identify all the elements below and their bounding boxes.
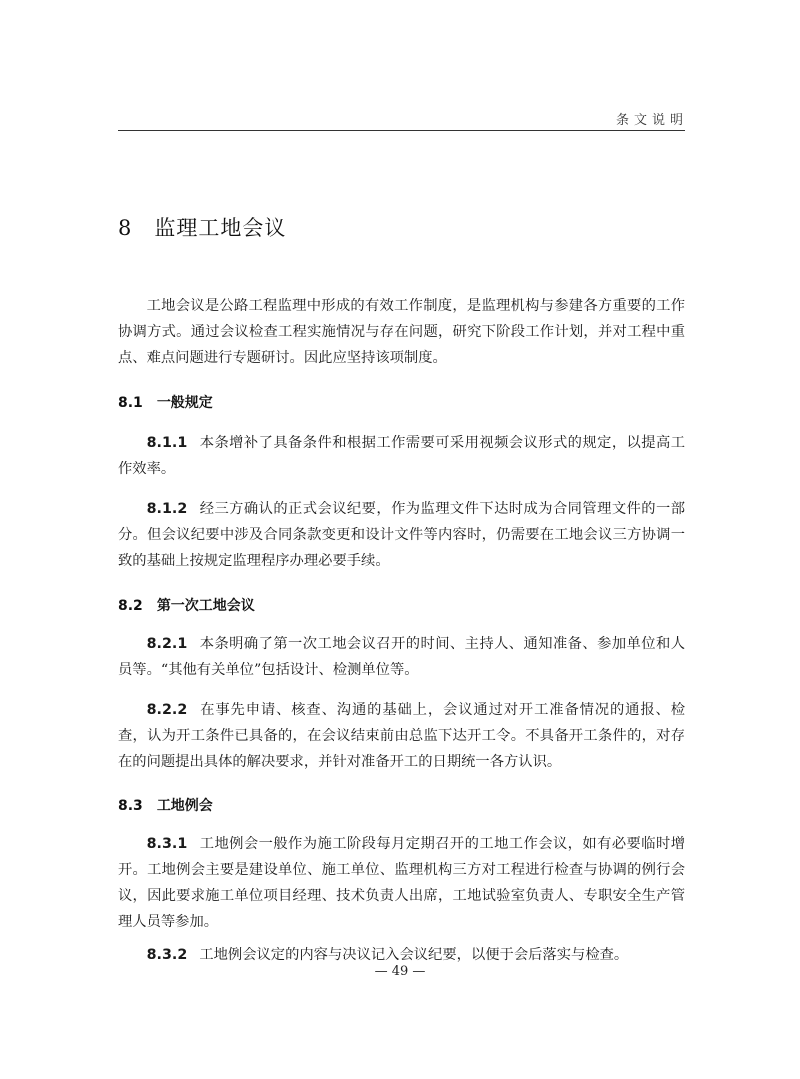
header-rule [118,130,685,131]
clause-number: 8.2.1 [146,636,188,652]
clause-8-3-1 [118,831,685,935]
clause-number: 8.1.2 [146,501,188,517]
section-title: 工地例会 [156,798,213,814]
clause-text: 经三方确认的正式会议纪要，作为监理文件下达时成为合同管理文件的一部分。但会议纪要中涉及合同条款变更和设计文件等内容时，仍需要在工地会议三方协调一致的基础上按规定监理程序办理必要手续。 [118,501,685,569]
clause-8-2-1 [118,631,685,683]
clause-number: 8.3.1 [146,836,188,852]
page-number: — 49 — [374,964,426,979]
section-title: 第一次工地会议 [156,598,255,614]
clause-number: 8.2.2 [146,702,188,718]
chapter-number: 8 [118,216,133,240]
clause-number: 8.1.1 [146,435,188,451]
section-title: 一般规定 [156,395,213,411]
section-heading-8-3 [118,795,213,815]
clause-8-2-2 [118,697,685,775]
clause-text: 工地例会议定的内容与决议记入会议纪要，以便于会后落实与检查。 [199,947,629,963]
clause-text: 本条增补了具备条件和根据工作需要可采用视频会议形式的规定，以提高工作效率。 [118,435,685,477]
section-number: 8.2 [118,598,143,614]
clause-8-1-2 [118,496,685,574]
clause-text: 在事先申请、核查、沟通的基础上，会议通过对开工准备情况的通报、检查，认为开工条件已具备的，在会议结束前由总监下达开工令。不具备开工条件的，对存在的问题提出具体的解决要求，并针对准备开工的日期统一各方认识。 [118,702,685,770]
section-heading-8-2 [118,595,255,615]
section-number: 8.1 [118,395,143,411]
chapter-title-text: 监理工地会议 [154,216,287,240]
section-number: 8.3 [118,798,143,814]
clause-text: 本条明确了第一次工地会议召开的时间、主持人、通知准备、参加单位和人员等。“其他有关单位”包括设计、检测单位等。 [118,636,685,678]
clause-text: 工地例会一般作为施工阶段每月定期召开的工地工作会议，如有必要临时增开。工地例会主要是建设单位、施工单位、监理机构三方对工程进行检查与协调的例行会议，因此要求施工单位项目经理、技术负责人出席，工地试验室负责人、专职安全生产管理人员等参加。 [118,836,685,930]
running-header: 条文说明 [615,113,688,128]
clause-8-1-1 [118,430,685,482]
clause-number: 8.3.2 [146,947,188,963]
section-heading-8-1 [118,392,213,412]
intro-paragraph: 工地会议是公路工程监理中形成的有效工作制度，是监理机构与参建各方重要的工作协调方式。通过会议检查工程实施情况与存在问题，研究下阶段工作计划，并对工程中重点、难点问题进行专题研讨。因此应坚持该项制度。 [118,298,685,366]
chapter-title [118,212,286,242]
